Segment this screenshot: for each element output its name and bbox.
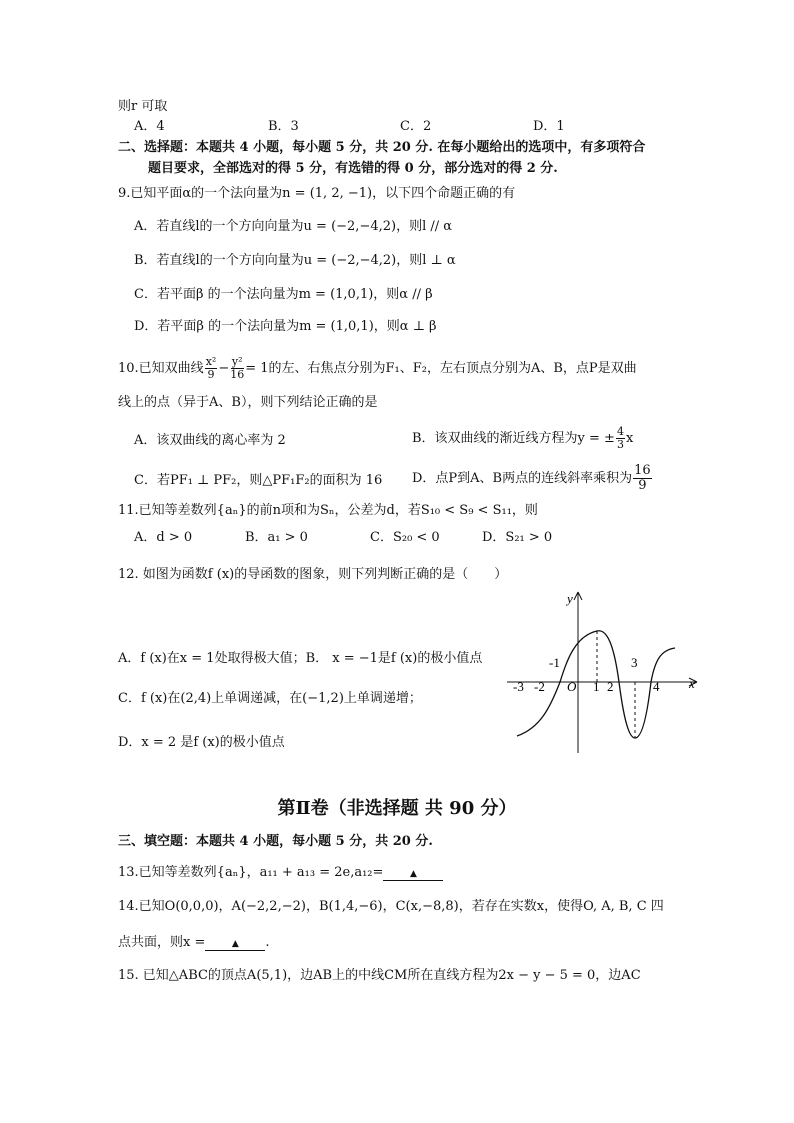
q9-option-d: D．若平面β 的一个法向量为m = (1,0,1)，则α ⊥ β — [134, 319, 437, 334]
q12-option-ab: A．f (x)在x = 1处取得极大值；B． x = −1是f (x)的极小值点 — [118, 651, 483, 666]
q10-stem-post: = 1的左、右焦点分别为F₁、F₂，左右顶点分别为A、B，点P是双曲 — [245, 361, 637, 376]
tick-label-3: 3 — [631, 655, 638, 670]
tick-label-4: 4 — [653, 679, 660, 694]
q8-option-c: C．2 — [400, 119, 432, 134]
q15-stem: 15. 已知△ABC的顶点A(5,1)，边AB上的中线CM所在直线方程为2x − y − 5 = 0，边AC — [118, 968, 641, 983]
tick-label-neg3: -3 — [513, 679, 524, 694]
q11-option-a: A．d > 0 — [134, 530, 193, 545]
tick-label-neg1: -1 — [549, 655, 560, 670]
origin-label: O — [567, 679, 577, 694]
q10-frac-y: $\frac{\text{y²}}{16}$ — [230, 355, 245, 381]
axis-label-y: y — [567, 591, 573, 606]
q13 — [118, 864, 443, 882]
q10-option-a: A．该双曲线的离心率为 2 — [134, 433, 286, 448]
q8-tail: 则r 可取 — [118, 99, 168, 114]
q13-answer-blank: ▲ — [383, 868, 443, 881]
section2-heading-cont: 题目要求，全部选对的得 5 分，有选错的得 0 分，部分选对的得 2 分. — [148, 161, 558, 176]
q11-option-b: B．a₁ > 0 — [245, 530, 308, 545]
section2-heading: 二、选择题：本题共 4 小题，每小题 5 分，共 20 分. 在每小题给出的选项中，有多项符合 — [118, 140, 646, 155]
tick-label-neg2: -2 — [534, 679, 545, 694]
tick-label-1: 1 — [593, 679, 600, 694]
q11-stem: 11.已知等差数列{aₙ}的前n项和为Sₙ，公差为d，若S₁₀ < S₉ < S₁₁，则 — [118, 503, 538, 518]
q10-option-c: C．若PF₁ ⊥ PF₂，则△PF₁F₂的面积为 16 — [134, 473, 383, 488]
derivative-graph — [505, 588, 705, 756]
q9-option-a: A．若直线l的一个方向向量为u = (−2,−4,2)，则l // α — [134, 219, 453, 234]
q11-option-c: C．S₂₀ < 0 — [370, 530, 440, 545]
q12-stem: 12. 如图为函数f (x)的导函数的图象，则下列判断正确的是（ ） — [118, 567, 508, 582]
q8-option-a: A．4 — [134, 119, 165, 134]
q14-line2: 点共面，则x = ▲ . — [118, 935, 270, 950]
part2-title: 第Ⅱ卷（非选择题 共 90 分） — [277, 798, 517, 819]
q14-stem: 14.已知O(0,0,0)，A(−2,2,−2)，B(1,4,−6)，C(x,−8,8)，若存在实数x，使得O, A, B, C 四 — [118, 899, 664, 914]
q10-frac-x: $\frac{\text{x²}}{9}$ — [205, 355, 217, 381]
q13-stem: 13.已知等差数列{aₙ}，a₁₁ + a₁₃ = 2e,a₁₂= — [118, 865, 384, 880]
q8-option-d: D．1 — [533, 119, 565, 134]
q14-answer-blank: ▲ — [205, 938, 265, 951]
q9-option-b: B．若直线l的一个方向向量为u = (−2,−4,2)，则l ⊥ α — [134, 253, 456, 268]
q11-option-d: D．S₂₁ > 0 — [482, 530, 553, 545]
q8-option-b: B．3 — [268, 119, 299, 134]
q10-stem-pre: 10.已知双曲线 — [118, 361, 204, 376]
q10-option-d: D．点P到A、B两点的连线斜率乘积为 $\frac{16}{9}$ — [412, 463, 651, 493]
q10-stem: 10.已知双曲线 $\frac{\text{x²}}{9}$ − $\frac{\text{y²}}{16}$ = 1的左、右焦点分别为F₁、F₂，左右顶点分别为A、B，点P是双曲 — [118, 355, 637, 381]
tick-label-2: 2 — [607, 679, 614, 694]
axis-label-x: x — [689, 676, 695, 691]
q9-option-c: C．若平面β 的一个法向量为m = (1,0,1)，则α // β — [134, 287, 433, 302]
section3-heading: 三、填空题：本题共 4 小题，每小题 5 分，共 20 分. — [118, 834, 433, 849]
q12-option-c: C．f (x)在(2,4)上单调递减，在(−1,2)上单调递增； — [118, 691, 422, 706]
q10-option-b: B．该双曲线的渐近线方程为y = ± $\frac{4}{3}$ x — [412, 425, 634, 451]
q12-option-d: D．x = 2 是f (x)的极小值点 — [118, 735, 285, 750]
q10-stem-line2: 线上的点（异于A、B），则下列结论正确的是 — [118, 395, 378, 410]
q9-stem: 9.已知平面α的一个法向量为n = (1, 2, −1)，以下四个命题正确的有 — [118, 186, 516, 201]
